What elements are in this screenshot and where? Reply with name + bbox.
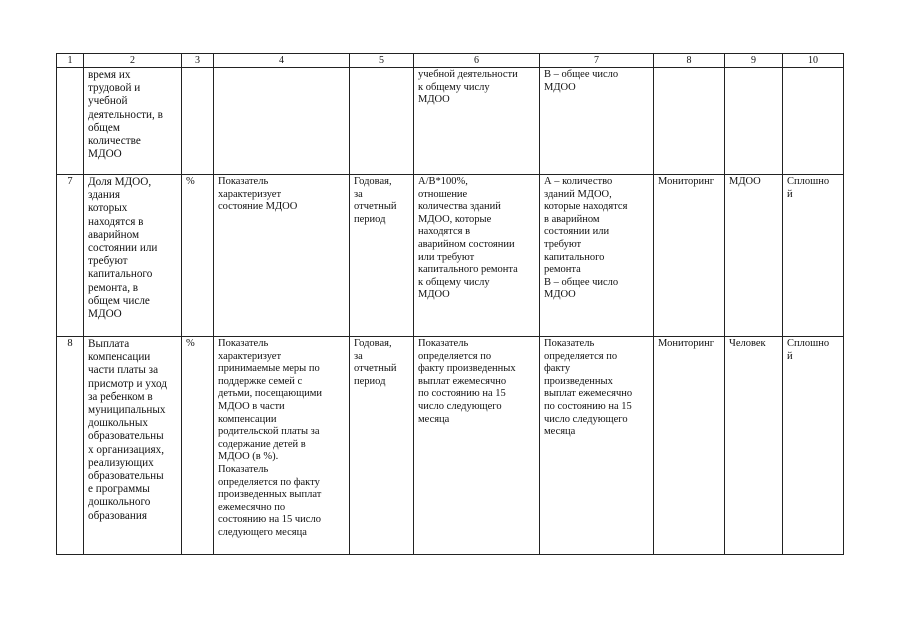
- table-row: [57, 175, 844, 337]
- coverage-cell: Сплошно й: [783, 337, 844, 555]
- periodicity-cell: Годовая, за отчетный период: [350, 337, 414, 555]
- indicator-name: Выплата компенсации части платы за присмотр и уход за ребенком в муниципальных дошкольных образовательны х организациях, реализующих образовательны е программы дошкольного образования: [84, 337, 182, 555]
- variables-cell: А – количество зданий МДОО, которые находятся в аварийном состоянии или требуют капитального ремонта В – общее число МДОО: [540, 175, 654, 337]
- description-cell: [214, 68, 350, 175]
- unit-of-observation-cell: МДОО: [725, 175, 783, 337]
- formula-cell: Показатель определяется по факту произведенных выплат ежемесячно по состоянию на 15 число следующего месяца: [414, 337, 540, 555]
- formula-cell: А/В*100%, отношение количества зданий МДОО, которые находятся в аварийном состоянии или требуют капитального ремонта к общему числу МДОО: [414, 175, 540, 337]
- row-number: 7: [57, 175, 84, 337]
- variables-cell: Показатель определяется по факту произведенных выплат ежемесячно по состоянию на 15 число следующего месяца: [540, 337, 654, 555]
- variables-cell: В – общее число МДОО: [540, 68, 654, 175]
- periodicity-cell: [350, 68, 414, 175]
- row-number: 8: [57, 337, 84, 555]
- method-cell: [654, 68, 725, 175]
- unit-cell: %: [182, 337, 214, 555]
- unit-of-observation-cell: Человек: [725, 337, 783, 555]
- coverage-cell: Сплошно й: [783, 175, 844, 337]
- column-number: 2: [84, 54, 182, 68]
- table-row: [57, 337, 844, 555]
- column-number: 7: [540, 54, 654, 68]
- indicator-name: время их трудовой и учебной деятельности, в общем количестве МДОО: [84, 68, 182, 175]
- unit-of-observation-cell: [725, 68, 783, 175]
- description-cell: Показатель характеризует состояние МДОО: [214, 175, 350, 337]
- column-number: 8: [654, 54, 725, 68]
- column-number-row: [57, 54, 844, 68]
- formula-cell: учебной деятельности к общему числу МДОО: [414, 68, 540, 175]
- column-number: 9: [725, 54, 783, 68]
- row-number: [57, 68, 84, 175]
- periodicity-cell: Годовая, за отчетный период: [350, 175, 414, 337]
- column-number: 3: [182, 54, 214, 68]
- coverage-cell: [783, 68, 844, 175]
- column-number: 6: [414, 54, 540, 68]
- indicator-name: Доля МДОО, здания которых находятся в аварийном состоянии или требуют капитального ремонта, в общем числе МДОО: [84, 175, 182, 337]
- table-row: [57, 68, 844, 175]
- unit-cell: %: [182, 175, 214, 337]
- method-cell: Мониторинг: [654, 337, 725, 555]
- method-cell: Мониторинг: [654, 175, 725, 337]
- column-number: 10: [783, 54, 844, 68]
- column-number: 4: [214, 54, 350, 68]
- unit-cell: [182, 68, 214, 175]
- column-number: 1: [57, 54, 84, 68]
- column-number: 5: [350, 54, 414, 68]
- description-cell: Показатель характеризует принимаемые меры по поддержке семей с детьми, посещающими МДОО в части компенсации родительской платы за содержание детей в МДОО (в %). Показатель определяется по факту произведенных выплат ежемесячно по состоянию на 15 число следующего месяца: [214, 337, 350, 555]
- indicator-table: [56, 53, 844, 555]
